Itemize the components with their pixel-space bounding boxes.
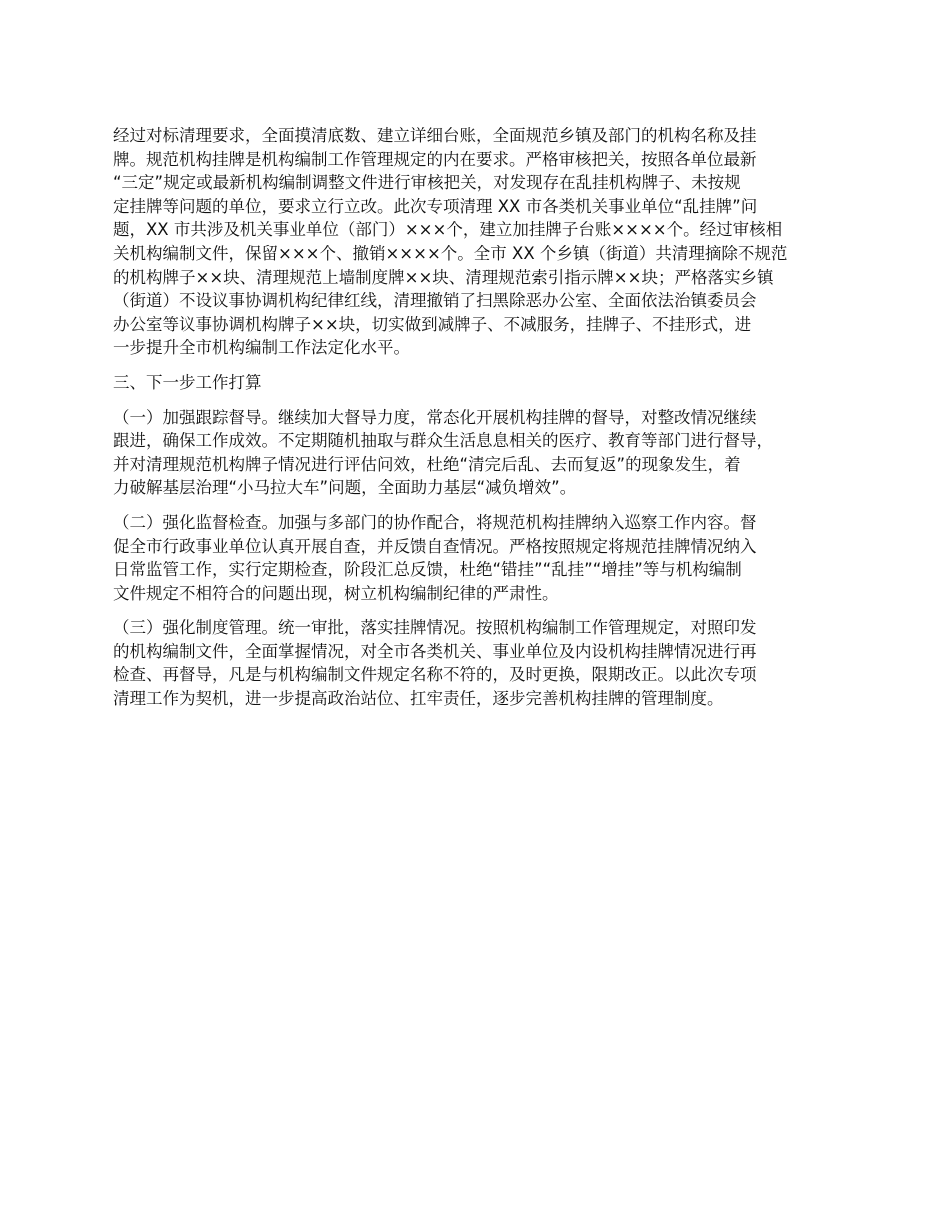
text-line: 办公室等议事协调机构牌子××块，切实做到减牌子、不减服务，挂牌子、不挂形式，进 [113, 314, 752, 334]
text-line: 检查、再督导，凡是与机构编制文件规定名称不符的，及时更换，限期改正。以此次专项 [113, 665, 757, 685]
text-line: （二）强化监督检查。加强与多部门的协作配合，将规范机构挂牌纳入巡察工作内容。督 [113, 512, 757, 532]
paragraph-supervision-inspection [113, 511, 858, 605]
text-line: 促全市行政事业单位认真开展自查，并反馈自查情况。严格按照规定将规范挂牌情况纳入 [113, 536, 757, 556]
text-line: 定挂牌等问题的单位，要求立行立改。此次专项清理 XX 市各类机关事业单位“乱挂牌”问 [113, 196, 758, 216]
text-line: （三）强化制度管理。统一审批，落实挂牌情况。按照机构编制工作管理规定，对照印发 [113, 618, 757, 638]
text-line: 文件规定不相符合的问题出现，树立机构编制纪律的严肃性。 [113, 583, 559, 603]
text-line: 题，XX 市共涉及机关事业单位（部门）×××个，建立加挂牌子台账××××个。经过审核相 [113, 220, 783, 240]
text-line: （街道）不设议事协调机构纪律红线，清理撤销了扫黑除恶办公室、全面依法治镇委员会 [113, 291, 757, 311]
paragraph-cleanup-results [113, 124, 858, 360]
text-line: 经过对标清理要求，全面摸清底数、建立详细台账，全面规范乡镇及部门的机构名称及挂 [113, 126, 757, 145]
text-line: 力破解基层治理“小马拉大车”问题，全面助力基层“减负增效”。 [113, 478, 577, 498]
paragraph-system-management [113, 616, 858, 710]
text-line: 牌。规范机构挂牌是机构编制工作管理规定的内在要求。严格审核把关，按照各单位最新 [113, 149, 757, 169]
paragraph-tracking-supervision [113, 406, 858, 500]
text-line: 的机构牌子××块、清理规范上墙制度牌××块、清理规范索引指示牌××块；严格落实乡镇 [113, 267, 774, 287]
text-line: “三定”规定或最新机构编制调整文件进行审核把关，对发现存在乱挂机构牌子、未按规 [113, 173, 741, 193]
text-line: 关机构编制文件，保留×××个、撤销××××个。全市 XX 个乡镇（街道）共清理摘除不规范 [113, 243, 788, 263]
text-line: 并对清理规范机构牌子情况进行评估问效，杜绝“清完后乱、去而复返”的现象发生，着 [113, 454, 741, 474]
text-line: 清理工作为契机，进一步提高政治站位、扛牢责任，逐步完善机构挂牌的管理制度。 [113, 689, 724, 709]
document-body [113, 124, 858, 722]
text-line: 日常监管工作，实行定期检查，阶段汇总反馈，杜绝“错挂”“乱挂”“增挂”等与机构编制 [113, 560, 742, 580]
section-heading [113, 371, 858, 395]
text-line: 一步提升全市机构编制工作法定化水平。 [113, 338, 410, 358]
text-line: （一）加强跟踪督导。继续加大督导力度，常态化开展机构挂牌的督导，对整改情况继续 [113, 407, 757, 427]
text-line: 跟进，确保工作成效。不定期随机抽取与群众生活息息相关的医疗、教育等部门进行督导， [113, 431, 773, 451]
text-line: 的机构编制文件，全面掌握情况，对全市各类机关、事业单位及内设机构挂牌情况进行再 [113, 641, 757, 661]
section-heading-text: 三、下一步工作打算 [113, 372, 262, 392]
